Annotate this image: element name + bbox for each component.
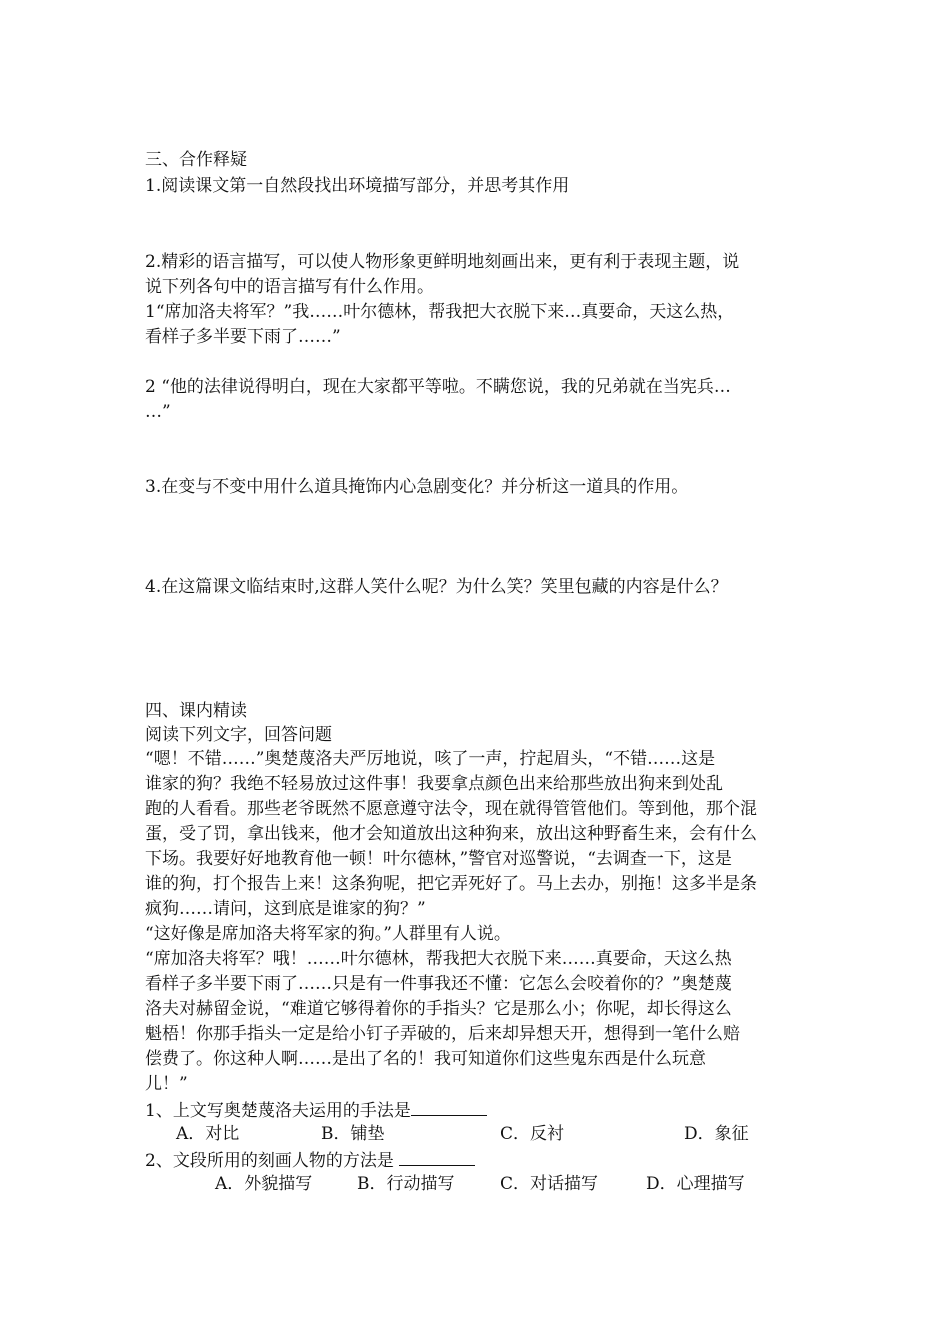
mc-question-1-stem: 1、上文写奥楚蔑洛夫运用的手法是: [145, 1101, 411, 1121]
passage-line: 跑的人看看。那些老爷既然不愿意遵守法令，现在就得管管他们。等到他，那个混: [145, 799, 757, 819]
sentence-1-line-1: 1“席加洛夫将军？”我……叶尔德林，帮我把大衣脱下来…真要命，天这么热，: [145, 302, 735, 322]
answer-blank[interactable]: [399, 1147, 475, 1166]
mc-question-2-options: [0, 1172, 950, 1196]
sentence-2-line-1: 2 “他的法律说得明白，现在大家都平等啦。不瞒您说，我的兄弟就在当宪兵…: [145, 377, 731, 397]
sentence-1-line-2: 看样子多半要下雨了……”: [145, 327, 341, 347]
sentence-2-line-2: …”: [145, 402, 171, 422]
option-b[interactable]: B．行动描写: [357, 1174, 455, 1194]
mc-question-2-stem: 2、文段所用的刻画人物的方法是: [145, 1151, 400, 1171]
passage-line: 魁梧！你那手指头一定是给小钉子弄破的，后来却异想天开，想得到一笔什么赔: [145, 1024, 740, 1044]
passage-line: 谁的狗，打个报告上来！这条狗呢，把它弄死好了。马上去办，别拖！这多半是条: [145, 874, 757, 894]
passage-line: “席加洛夫将军？哦！……叶尔德林，帮我把大衣脱下来……真要命，天这么热: [145, 949, 732, 969]
option-a[interactable]: A．对比: [176, 1124, 240, 1144]
passage-line: 疯狗……请问，这到底是谁家的狗？”: [145, 899, 426, 919]
answer-blank[interactable]: [411, 1097, 487, 1116]
question-2-line-1: 2.精彩的语言描写，可以使人物形象更鲜明地刻画出来，更有利于表现主题，说: [145, 252, 740, 272]
mc-question-1-options: [0, 1122, 950, 1146]
section4-heading: 四、课内精读: [145, 701, 247, 721]
option-b[interactable]: B．铺垫: [321, 1124, 385, 1144]
passage-line: 蛋，受了罚，拿出钱来，他才会知道放出这种狗来，放出这种野畜生来，会有什么: [145, 824, 757, 844]
option-a[interactable]: A．外貌描写: [215, 1174, 313, 1194]
question-1: 1.阅读课文第一自然段找出环境描写部分，并思考其作用: [145, 176, 570, 196]
question-2-line-2: 说下列各句中的语言描写有什么作用。: [145, 277, 434, 297]
reading-instruction: 阅读下列文字，回答问题: [145, 725, 332, 745]
mc-question-1: [145, 1097, 487, 1123]
section3-heading: 三、合作释疑: [145, 150, 247, 170]
passage-line: 看样子多半要下雨了……只是有一件事我还不懂：它怎么会咬着你的？”奥楚蔑: [145, 974, 732, 994]
passage-line: 洛夫对赫留金说，“难道它够得着你的手指头？它是那么小；你呢，却长得这么: [145, 999, 732, 1019]
option-d[interactable]: D．心理描写: [646, 1174, 745, 1194]
option-c[interactable]: C．对话描写: [500, 1174, 599, 1194]
question-4: 4.在这篇课文临结束时,这群人笑什么呢？为什么笑？笑里包藏的内容是什么？: [145, 577, 728, 597]
passage-line: 谁家的狗？我绝不轻易放过这件事！我要拿点颜色出来给那些放出狗来到处乱: [145, 774, 723, 794]
passage-line: “这好像是席加洛夫将军家的狗。”人群里有人说。: [145, 924, 511, 944]
passage-line: “嗯！不错……”奥楚蔑洛夫严厉地说，咳了一声，拧起眉头，“不错……这是: [145, 749, 716, 769]
option-c[interactable]: C．反衬: [500, 1124, 565, 1144]
passage-line: 儿！”: [145, 1074, 188, 1094]
mc-question-2: [145, 1147, 475, 1173]
passage-line: 下场。我要好好地教育他一顿！叶尔德林，”警官对巡警说，“去调查一下，这是: [145, 849, 732, 869]
question-3: 3.在变与不变中用什么道具掩饰内心急剧变化？并分析这一道具的作用。: [145, 477, 689, 497]
option-d[interactable]: D．象征: [684, 1124, 749, 1144]
passage-line: 偿费了。你这种人啊……是出了名的！我可知道你们这些鬼东西是什么玩意: [145, 1049, 706, 1069]
